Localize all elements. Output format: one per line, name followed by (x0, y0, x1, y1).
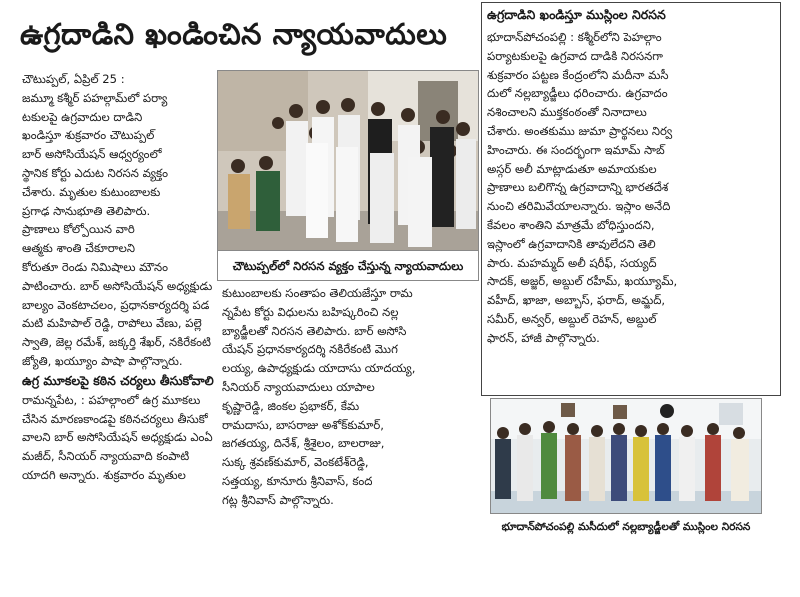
article-line: న్నపేట కోర్టు విధులను బహిష్కరించి నల్ల (222, 304, 399, 319)
article-line: జగతయ్య, దినేశ్, శ్రీశైలం, బాలరాజు, (222, 436, 385, 451)
article-line: మజీద్, సీనియర్ న్యాయవాది కంపాటి (22, 449, 190, 464)
photo-caption: భూదాన్‌పోచంపల్లి మసీదులో నల్లబ్యాడ్జీలతో ముస్లింల నిరసన (501, 521, 751, 533)
article-line: టకులపై ఉగ్రవాదుల దాడిని (22, 109, 143, 124)
article-line: వహీద్, ఖాజా, అబ్బాస్, ఫరాద్, అమ్జద్, (487, 293, 666, 308)
main-article-body (22, 70, 214, 485)
article-line: ఇస్లాంలో ఉగ్రవాదానికి తావులేదని తెలి (487, 236, 656, 251)
article-line: కేవలం శాంతిని మాత్రమే బోధిస్తుందని, (487, 217, 655, 232)
article-line: చౌటుప్పల్, ఏప్రిల్ 25 : (22, 72, 125, 86)
article-line: స్వాతి, జెల్ల రమేశ్, జక్కర్తి శేఖర్, నకిరేకంటి (22, 335, 211, 350)
article-line: నుంచి తరిమివేయాలన్నారు. ఇస్లాం అనేది (487, 199, 671, 214)
article-line: ఆత్మకు శాంతి చేకూరాలని (22, 241, 136, 256)
main-headline: ఉగ్రదాడిని ఖండించిన న్యాయవాదులు (20, 17, 448, 51)
box-border-bottom (481, 395, 781, 396)
article-line: ప్రగాఢ సానుభూతి తెలిపారు. (22, 203, 151, 218)
article-line: సుక్క శ్రవణ్‌కుమార్, వెంకటేశ్‌రెడ్డి, (222, 455, 369, 470)
article-line: పాటించారు. బార్ అసోసియేషన్ అధ్యక్షుడు (22, 278, 213, 293)
article-line: సాదక్, అజ్జర్, అబ్దుల్ రహీమ్, ఖయ్యూమ్, (487, 274, 678, 289)
article-line: సత్తయ్య, కూనూరు శ్రీనివాస్, కంద (222, 473, 373, 488)
article-line: జమ్మూ కశ్మీర్ పహల్గామ్‌లో పర్యా (22, 90, 168, 105)
article-line: అస్గర్ అలీ మాట్లాడుతూ అమాయకుల (487, 161, 657, 176)
article-line: యాదగి అన్నారు. శుక్రవారం మృతుల (22, 467, 186, 482)
article-line: ప్రాణాలు బలిగొన్న ఉగ్రవాదాన్ని భారతదేశ (487, 180, 669, 195)
article-line: రామదాసు, బాసరాజు అశోక్‌కుమార్, (222, 417, 384, 432)
article-line: ఖండిస్తూ శుక్రవారం చౌటుప్పల్ (22, 128, 155, 143)
photo-caption: చౌటుప్పల్‌లో నిరసన వ్యక్తం చేస్తున్న న్యాయవాదులు (217, 251, 479, 281)
lawyers-protest-photo (217, 70, 479, 251)
article-line: కోరుతూ రెండు నిమిషాలు మౌనం (22, 259, 168, 274)
article-line: శుక్రవారం పట్టణ కేంద్రంలోని మదీనా మసీ (487, 67, 669, 82)
box-border-right (780, 2, 781, 395)
article-line: స్థానిక కోర్టు ఎదుట నిరసన వ్యక్తం (22, 165, 168, 180)
article-line: ఫారన్, హాజీ పాల్గొన్నారు. (487, 330, 600, 345)
article-line: గట్ల శ్రీనివాస్ పాల్గొన్నారు. (222, 492, 334, 507)
article-line: నశించాలని ముక్తకంఠంతో నినాదాలు (487, 105, 647, 120)
article-line: చేసిన మారణకాండపై కఠినచర్యలు తీసుకో (22, 411, 208, 426)
article-line: జ్యోతి, ఖయ్యూం పాషా పాల్గొన్నారు. (22, 353, 183, 368)
article-line: బార్ అసోసియేషన్ ఆధ్వర్యంలో (22, 147, 162, 162)
article-line: భూదాన్‌పోచంపల్లి : కశ్మీర్‌లోని పెహల్గాం (487, 30, 662, 44)
article-line: బ్యాడ్జీలతో నిరసన తెలిపారు. బార్ అసోసి (222, 323, 407, 338)
right-article-body (487, 28, 777, 348)
box-border-top (481, 2, 781, 3)
article-line: కుటుంబాలకు సంతాపం తెలియజేస్తూ రామ (222, 286, 413, 300)
sub-headline: ఉగ్ర మూకలపై కఠిన చర్యలు తీసుకోవాలి (22, 372, 214, 388)
article-line: చేశారు. అంతకుము జుమా ప్రార్థనలు నిర్వ (487, 123, 673, 138)
article-line: సమీర్, అన్వర్, అబ్దుల్ రెహన్, అబ్దుల్ (487, 311, 657, 326)
article-line: వాలని బార్ అసోసియేషన్ అధ్యక్షుడు ఎంఏ (22, 430, 213, 445)
article-line: సీనియర్ న్యాయవాదులు యాపాల (222, 379, 375, 394)
article-continuation (222, 284, 480, 510)
article-line: హించారు. ఈ సందర్భంగా ఇమామ్ సాబ్ (487, 142, 665, 157)
article-line: ప్రాణాలు కోల్పోయిన వారి (22, 222, 135, 237)
article-line: లయ్య, ఉపాధ్యక్షుడు యాదాసు యాదయ్య, (222, 361, 416, 376)
article-line: రామన్నపేట, : పహల్గాంలో ఉగ్ర మూకలు (22, 392, 201, 407)
article-line: కృష్ణారెడ్డి, జింకల ప్రభాకర్, కేమ (222, 398, 360, 413)
article-line: బాల్యం వెంకటాచలం, ప్రధానకార్యదర్శి పడ (22, 297, 210, 312)
article-line: పర్యాటకులపై ఉగ్రవాద దాడికి నిరసనగా (487, 48, 663, 63)
article-line: దులో నల్లబ్యాడ్జీలు ధరించారు. ఉగ్రవాదం (487, 86, 668, 101)
box-border-left (481, 2, 482, 395)
mosque-protest-photo (490, 398, 762, 514)
right-headline: ఉగ్రదాడిని ఖండిస్తూ ముస్లింల నిరసన (487, 7, 666, 22)
article-line: యేషన్ ప్రధానకార్యదర్శి నకిరేకంటి మొగ (222, 342, 398, 357)
article-line: పారు. మహమ్మద్ అలీ షరీఫ్, సయ్యద్ (487, 255, 657, 270)
article-line: చేశారు. మృతుల కుటుంబాలకు (22, 184, 161, 199)
article-line: మటి మహిపాల్ రెడ్డి, రాపోలు వేణు, పల్లె (22, 316, 202, 331)
